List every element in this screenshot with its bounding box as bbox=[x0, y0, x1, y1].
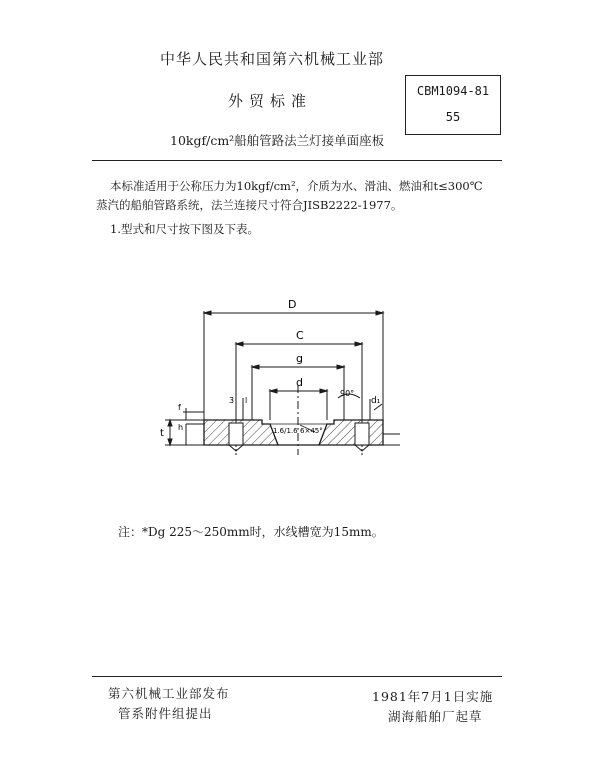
dimension-label-C: C bbox=[296, 329, 304, 342]
angle-label: 90° bbox=[340, 389, 355, 398]
dimension-label-d: d bbox=[296, 376, 303, 389]
dimension-label-t: t bbox=[160, 428, 164, 439]
drafting-factory: 湖海船舶厂起草 bbox=[388, 709, 483, 724]
surface-finish-label: 1.6/1.6 bbox=[273, 427, 298, 435]
dimension-label-h: h bbox=[178, 423, 184, 432]
chamfer-label: 6×45° bbox=[300, 427, 323, 435]
scope-paragraph-line-2: 蒸汽的船舶管路系统，法兰连接尺寸符合JISB2222-1977。 bbox=[96, 198, 403, 212]
dimension-label-f: f bbox=[178, 403, 181, 412]
dimension-label-3: 3 bbox=[229, 396, 235, 405]
proposing-group: 管系附件组提出 bbox=[118, 706, 213, 721]
issuing-authority: 第六机械工业部发布 bbox=[108, 686, 230, 701]
footnote: 注：*Dg 225～250mm时，水线槽宽为15mm。 bbox=[118, 525, 384, 539]
standard-category: 外贸标准 bbox=[228, 92, 313, 110]
scope-paragraph-line-1: 本标准适用于公称压力为10kgf/cm²，介质为水、滑油、燃油和t≤300℃ bbox=[110, 179, 483, 193]
dimension-label-D: D bbox=[288, 298, 297, 311]
standard-sheet-number: 55 bbox=[445, 110, 461, 124]
dimension-label-g: g bbox=[296, 352, 303, 365]
standard-code: CBM1094-81 bbox=[416, 84, 490, 98]
implementation-date: 1981年7月1日实施 bbox=[372, 689, 494, 704]
form-size-paragraph: 1.型式和尺寸按下图及下表。 bbox=[110, 222, 259, 236]
document-title: 10kgf/cm²船舶管路法兰灯接单面座板 bbox=[170, 133, 385, 148]
dimension-label-l: l bbox=[245, 396, 248, 405]
ministry-name: 中华人民共和国第六机械工业部 bbox=[160, 50, 385, 68]
dimension-label-d1: d₁ bbox=[371, 396, 381, 406]
footer-rule bbox=[92, 676, 502, 677]
